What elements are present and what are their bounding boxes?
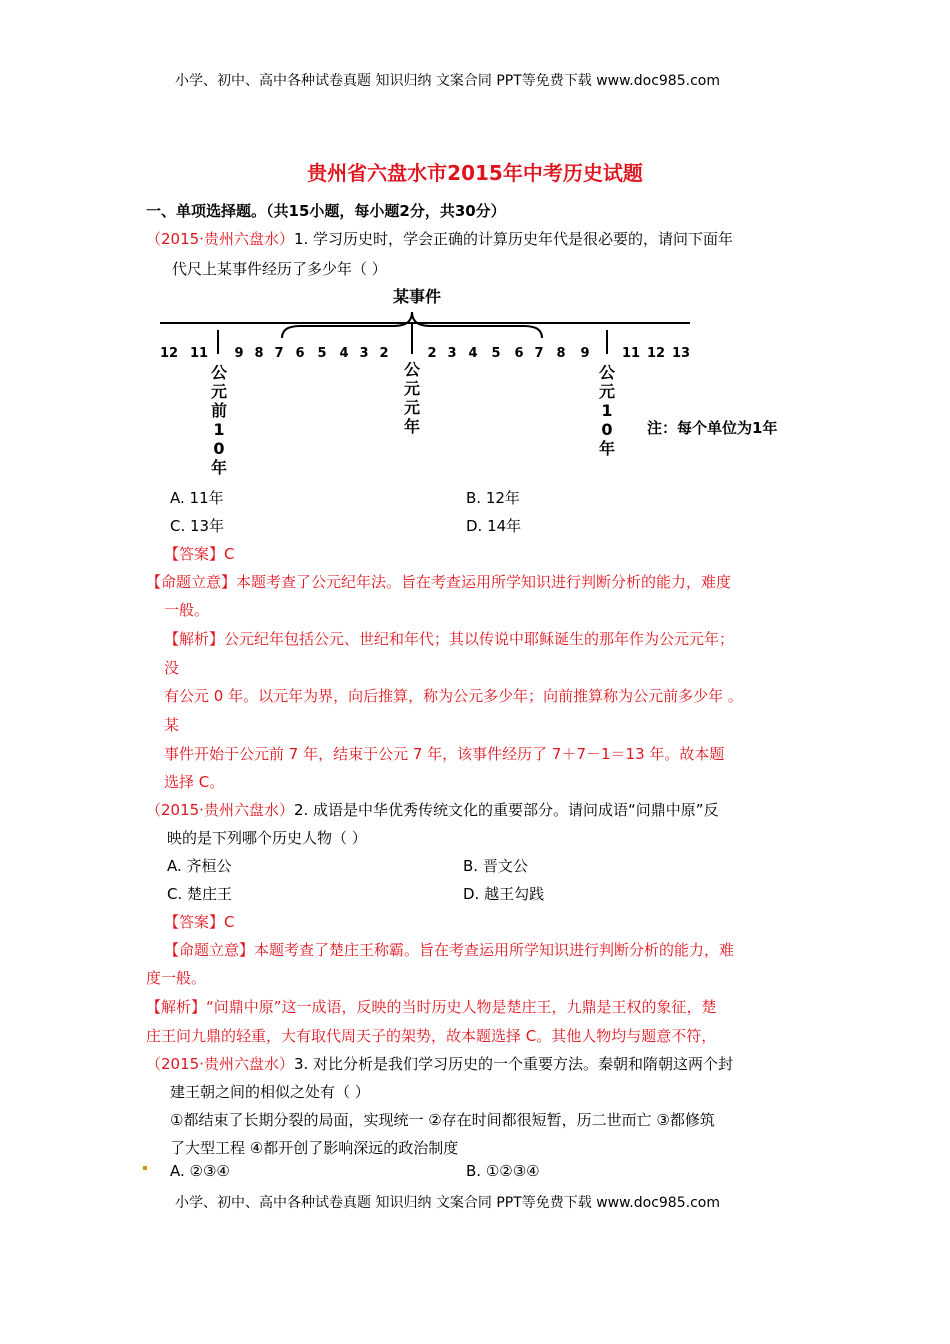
- tick-label: 12: [160, 346, 179, 361]
- q3-option-a: A. ②③④: [170, 1162, 230, 1180]
- q1-option-d: D. 14年: [466, 517, 522, 535]
- q2-intent: 【命题立意】本题考查了楚庄王称霸。旨在考查运用所学知识进行判断分析的能力，难: [164, 941, 735, 959]
- tick-label: 7: [274, 346, 284, 361]
- q2-analysis-2: 庄王问九鼎的轻重，大有取代周天子的架势，故本题选择 C。其他人物均与题意不符，: [146, 1027, 717, 1045]
- q1-option-a: A. 11年: [170, 489, 224, 507]
- q1-intent-cont: 一般。: [164, 601, 210, 619]
- question-3-line-1: （2015·贵州六盘水）3. 对比分析是我们学习历史的一个重要方法。秦朝和隋朝这两个封: [146, 1055, 734, 1073]
- q1-analysis-5: 事件开始于公元前 7 年，结束于公元 7 年，该事件经历了 7＋7－1＝13 年。故本题: [164, 745, 725, 763]
- tick-label: 3: [447, 346, 457, 361]
- tick-label: 8: [556, 346, 566, 361]
- page-footer: 小学、初中、高中各种试卷真题 知识归纳 文案合同 PPT等免费下载 www.doc985.com: [175, 1195, 720, 1211]
- q1-option-c: C. 13年: [170, 517, 225, 535]
- q3-option-b: B. ①②③④: [466, 1162, 540, 1180]
- q1-analysis-4: 某: [164, 716, 180, 734]
- tick-label: 6: [295, 346, 305, 361]
- tick-label: 9: [580, 346, 590, 361]
- question-3-line-3: ①都结束了长期分裂的局面，实现统一 ②存在时间都很短暂，历二世而亡 ③都修筑: [170, 1111, 715, 1129]
- q2-option-c: C. 楚庄王: [167, 885, 233, 903]
- tick-label: 2: [379, 346, 389, 361]
- bc10-label: 公元前10年: [210, 363, 227, 477]
- question-2-line-2: 映的是下列哪个历史人物（ ）: [167, 829, 367, 847]
- q1-intent: 【命题立意】本题考查了公元纪年法。旨在考查运用所学知识进行判断分析的能力，难度: [146, 573, 732, 591]
- tick-label: 7: [534, 346, 544, 361]
- q1-analysis-3: 有公元 0 年。以元年为界，向后推算，称为公元多少年；向前推算称为公元前多少年 。: [164, 687, 743, 705]
- q1-analysis-6: 选择 C。: [164, 773, 225, 791]
- tick-label: 13: [672, 346, 691, 361]
- question-2-line-1: （2015·贵州六盘水）2. 成语是中华优秀传统文化的重要部分。请问成语“问鼎中原”反: [146, 801, 719, 819]
- timeline-figure: [155, 280, 835, 477]
- q1-analysis-1: 【解析】公元纪年包括公元、世纪和年代；其以传说中耶稣诞生的那年作为公元元年；: [164, 630, 735, 648]
- question-3-line-2: 建王朝之间的相似之处有（ ）: [170, 1083, 370, 1101]
- timeline-note: 注：每个单位为1年: [647, 419, 778, 437]
- question-1-line-1: （2015·贵州六盘水）1. 学习历史时，学会正确的计算历史年代是很必要的，请问下面年: [146, 230, 734, 248]
- q2-analysis-1: 【解析】“问鼎中原”这一成语，反映的当时历史人物是楚庄王，九鼎是王权的象征，楚: [146, 998, 717, 1016]
- tick-label: 4: [339, 346, 349, 361]
- tick-label: 6: [514, 346, 524, 361]
- margin-dot: [143, 1166, 147, 1170]
- tick-label: 4: [468, 346, 478, 361]
- ad10-label: 公元10年: [598, 363, 615, 458]
- section-heading: 一、单项选择题。（共15小题，每小题2分，共30分）: [146, 202, 506, 220]
- q1-analysis-2: 没: [164, 659, 180, 677]
- tick-label: 5: [317, 346, 327, 361]
- question-1-line-2: 代尺上某事件经历了多少年（ ）: [172, 260, 387, 278]
- page-title: 贵州省六盘水市2015年中考历史试题: [307, 161, 643, 185]
- q2-option-b: B. 晋文公: [463, 857, 528, 875]
- page-header: 小学、初中、高中各种试卷真题 知识归纳 文案合同 PPT等免费下载 www.doc985.com: [175, 73, 720, 89]
- q1-answer: 【答案】C: [164, 545, 235, 563]
- tick-label: 11: [622, 346, 641, 361]
- tick-label: 5: [491, 346, 501, 361]
- tick-label: 12: [647, 346, 666, 361]
- q2-option-a: A. 齐桓公: [167, 857, 232, 875]
- tick-label: 8: [254, 346, 264, 361]
- tick-label: 2: [427, 346, 437, 361]
- q2-answer: 【答案】C: [164, 913, 235, 931]
- tick-label: 3: [359, 346, 369, 361]
- timeline-event-label: 某事件: [393, 287, 442, 306]
- question-source: （2015·贵州六盘水）: [146, 230, 294, 248]
- q2-option-d: D. 越王勾践: [463, 885, 545, 903]
- tick-label: 9: [234, 346, 244, 361]
- question-source: （2015·贵州六盘水）: [146, 1055, 294, 1073]
- question-3-line-4: 了大型工程 ④都开创了影响深远的政治制度: [170, 1139, 459, 1157]
- q2-intent-cont: 度一般。: [146, 969, 207, 987]
- ad1-label: 公元元年: [403, 360, 420, 436]
- tick-label: 11: [190, 346, 209, 361]
- q1-option-b: B. 12年: [466, 489, 520, 507]
- question-source: （2015·贵州六盘水）: [146, 801, 294, 819]
